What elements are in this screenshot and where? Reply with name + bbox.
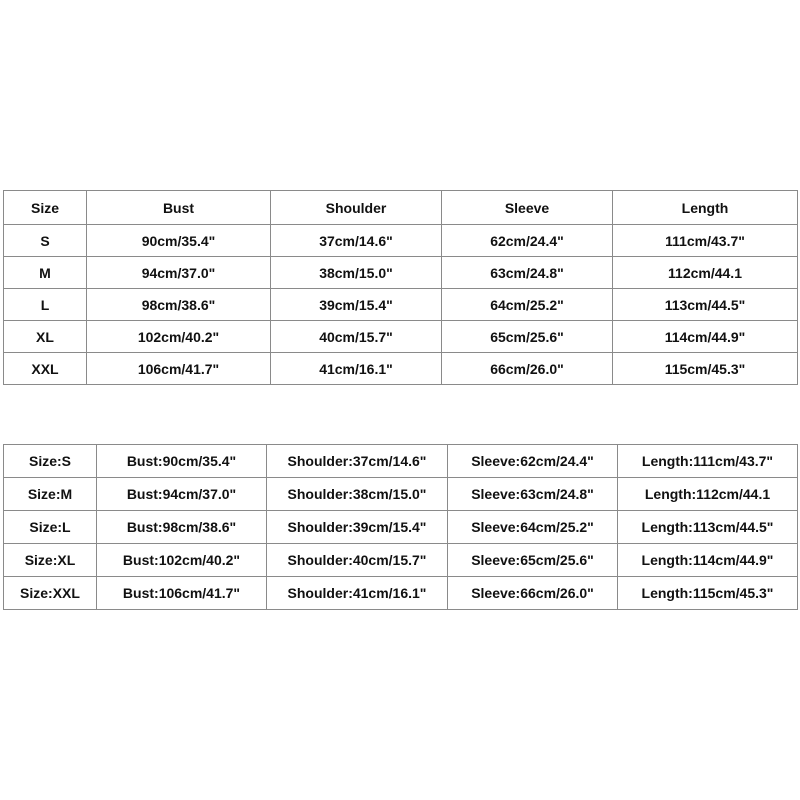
shoulder-cell: 41cm/16.1" xyxy=(271,353,442,385)
size-cell: S xyxy=(4,225,87,257)
sleeve-cell: 65cm/25.6" xyxy=(442,321,613,353)
shoulder-cell: Shoulder:41cm/16.1" xyxy=(267,577,448,610)
table-row xyxy=(4,289,798,321)
length-cell: 112cm/44.1 xyxy=(613,257,798,289)
size-cell: L xyxy=(4,289,87,321)
bust-cell: Bust:94cm/37.0" xyxy=(97,478,267,511)
shoulder-cell: Shoulder:39cm/15.4" xyxy=(267,511,448,544)
length-cell: 114cm/44.9" xyxy=(613,321,798,353)
table-row xyxy=(4,353,798,385)
length-cell: Length:111cm/43.7" xyxy=(618,445,798,478)
size-cell: XL xyxy=(4,321,87,353)
shoulder-cell: 37cm/14.6" xyxy=(271,225,442,257)
shoulder-cell: 40cm/15.7" xyxy=(271,321,442,353)
sleeve-cell: Sleeve:64cm/25.2" xyxy=(448,511,618,544)
table-row xyxy=(4,321,798,353)
bust-cell: 90cm/35.4" xyxy=(87,225,271,257)
sleeve-cell: Sleeve:62cm/24.4" xyxy=(448,445,618,478)
bust-cell: 102cm/40.2" xyxy=(87,321,271,353)
length-cell: Length:114cm/44.9" xyxy=(618,544,798,577)
sleeve-cell: Sleeve:66cm/26.0" xyxy=(448,577,618,610)
header-length: Length xyxy=(613,191,798,225)
sleeve-cell: 62cm/24.4" xyxy=(442,225,613,257)
bust-cell: Bust:106cm/41.7" xyxy=(97,577,267,610)
header-sleeve: Sleeve xyxy=(442,191,613,225)
size-cell: Size:L xyxy=(4,511,97,544)
header-size: Size xyxy=(4,191,87,225)
table-row xyxy=(4,445,798,478)
length-cell: Length:112cm/44.1 xyxy=(618,478,798,511)
length-cell: 113cm/44.5" xyxy=(613,289,798,321)
sleeve-cell: Sleeve:63cm/24.8" xyxy=(448,478,618,511)
bust-cell: 98cm/38.6" xyxy=(87,289,271,321)
table-row xyxy=(4,511,798,544)
bust-cell: 94cm/37.0" xyxy=(87,257,271,289)
header-shoulder: Shoulder xyxy=(271,191,442,225)
table-row xyxy=(4,225,798,257)
length-cell: Length:115cm/45.3" xyxy=(618,577,798,610)
sleeve-cell: Sleeve:65cm/25.6" xyxy=(448,544,618,577)
length-cell: 111cm/43.7" xyxy=(613,225,798,257)
header-bust: Bust xyxy=(87,191,271,225)
table-row xyxy=(4,478,798,511)
size-cell: Size:M xyxy=(4,478,97,511)
sleeve-cell: 63cm/24.8" xyxy=(442,257,613,289)
shoulder-cell: Shoulder:38cm/15.0" xyxy=(267,478,448,511)
length-cell: Length:113cm/44.5" xyxy=(618,511,798,544)
bust-cell: Bust:90cm/35.4" xyxy=(97,445,267,478)
size-cell: M xyxy=(4,257,87,289)
size-cell: Size:S xyxy=(4,445,97,478)
shoulder-cell: 38cm/15.0" xyxy=(271,257,442,289)
bust-cell: Bust:102cm/40.2" xyxy=(97,544,267,577)
sleeve-cell: 64cm/25.2" xyxy=(442,289,613,321)
shoulder-cell: Shoulder:37cm/14.6" xyxy=(267,445,448,478)
size-chart-inline-table xyxy=(3,444,798,610)
table-row xyxy=(4,544,798,577)
size-cell: Size:XL xyxy=(4,544,97,577)
table-row xyxy=(4,577,798,610)
size-cell: XXL xyxy=(4,353,87,385)
size-cell: Size:XXL xyxy=(4,577,97,610)
sleeve-cell: 66cm/26.0" xyxy=(442,353,613,385)
shoulder-cell: 39cm/15.4" xyxy=(271,289,442,321)
length-cell: 115cm/45.3" xyxy=(613,353,798,385)
bust-cell: 106cm/41.7" xyxy=(87,353,271,385)
size-chart-table xyxy=(3,190,798,385)
shoulder-cell: Shoulder:40cm/15.7" xyxy=(267,544,448,577)
table-header-row xyxy=(4,191,798,225)
table-row xyxy=(4,257,798,289)
bust-cell: Bust:98cm/38.6" xyxy=(97,511,267,544)
